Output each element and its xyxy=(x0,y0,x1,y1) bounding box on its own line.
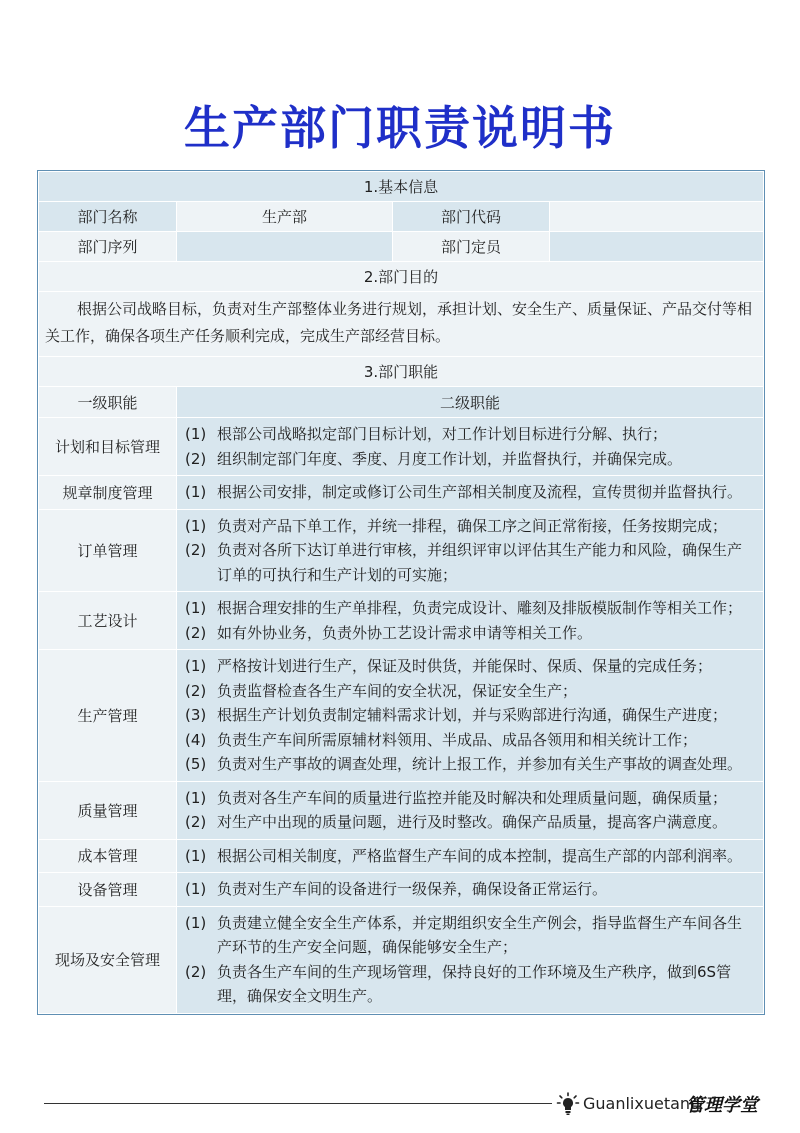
function-level2-cell xyxy=(177,418,764,476)
function-item-text: 如有外协业务，负责外协工艺设计需求申请等相关工作。 xyxy=(217,623,593,642)
dept-code-value xyxy=(550,202,764,232)
function-item-number: (2) xyxy=(185,623,207,642)
function-item-number: (1) xyxy=(185,483,207,501)
function-level2-cell xyxy=(177,509,764,592)
function-row xyxy=(39,418,764,476)
document-title: 生产部门职责说明书 xyxy=(184,101,616,155)
function-level1-name: 工艺设计 xyxy=(39,592,177,650)
function-item-number: (1) xyxy=(185,425,207,443)
function-item-text: 负责建立健全安全生产体系，并定期组织安全生产例会，指导监督生产车间各生产环节的生产安全问题，确保能够安全生产； xyxy=(217,913,743,956)
function-level2-cell xyxy=(177,650,764,782)
function-level2-cell xyxy=(177,781,764,839)
function-level1-name: 现场及安全管理 xyxy=(39,906,177,1013)
function-item-number: (2) xyxy=(185,681,207,700)
function-level2-cell xyxy=(177,476,764,510)
basic-info-row-1 xyxy=(39,202,764,232)
function-item xyxy=(185,621,755,646)
function-row xyxy=(39,839,764,873)
function-level1-name: 成本管理 xyxy=(39,839,177,873)
function-item-text: 负责对各所下达订单进行审核，并组织评审以评估其生产能力和风险，确保生产订单的可执行和生产计划的可实施； xyxy=(217,541,743,584)
function-item xyxy=(185,786,755,811)
function-item xyxy=(185,877,755,902)
function-level1-name: 订单管理 xyxy=(39,509,177,592)
function-level2-cell xyxy=(177,592,764,650)
function-level1-name: 生产管理 xyxy=(39,650,177,782)
dept-staff-value xyxy=(550,232,764,262)
section-purpose-row xyxy=(39,262,764,292)
function-item xyxy=(185,960,755,1009)
function-row xyxy=(39,476,764,510)
function-item xyxy=(185,447,755,472)
function-item xyxy=(185,480,755,505)
function-item xyxy=(185,596,755,621)
function-item xyxy=(185,810,755,835)
purpose-row xyxy=(39,292,764,357)
function-item xyxy=(185,703,755,728)
function-item-number: (1) xyxy=(185,913,207,932)
function-item-number: (1) xyxy=(185,516,207,535)
function-item xyxy=(185,422,755,447)
function-item xyxy=(185,844,755,869)
section-basic-info-heading: 1.基本信息 xyxy=(39,172,764,202)
function-item-number: (2) xyxy=(185,449,207,468)
dept-name-value: 生产部 xyxy=(177,202,393,232)
function-item-number: (1) xyxy=(185,788,207,807)
function-item-number: (1) xyxy=(185,657,207,675)
function-item-text: 负责对产品下单工作，并统一排程，确保工序之间正常衔接，任务按期完成； xyxy=(217,516,728,535)
function-item-text: 根据合理安排的生产单排程，负责完成设计、雕刻及排版模版制作等相关工作； xyxy=(217,599,743,617)
function-item-number: (1) xyxy=(185,880,207,898)
function-item xyxy=(185,679,755,704)
function-row xyxy=(39,650,764,782)
function-row xyxy=(39,781,764,839)
function-item xyxy=(185,654,755,679)
section-functions-row xyxy=(39,357,764,387)
function-item-text: 严格按计划进行生产，保证及时供货，并能保时、保质、保量的完成任务； xyxy=(217,657,713,675)
purpose-cell xyxy=(39,292,764,357)
function-item-text: 负责对生产车间的设备进行一级保养，确保设备正常运行。 xyxy=(217,880,608,898)
function-item xyxy=(185,538,755,587)
footer-brand-chinese: 管理学堂 xyxy=(686,1095,758,1116)
function-level1-name: 计划和目标管理 xyxy=(39,418,177,476)
function-item-number: (2) xyxy=(185,813,207,831)
function-item-number: (4) xyxy=(185,730,207,749)
dept-seq-value xyxy=(177,232,393,262)
dept-seq-label: 部门序列 xyxy=(39,232,177,262)
footer-divider xyxy=(44,1103,552,1104)
function-item-text: 组织制定部门年度、季度、月度工作计划，并监督执行，并确保完成。 xyxy=(217,449,683,468)
dept-name-label: 部门名称 xyxy=(39,202,177,232)
function-item xyxy=(185,514,755,539)
dept-staff-label: 部门定员 xyxy=(393,232,550,262)
function-item-text: 根部公司战略拟定部门目标计划，对工作计划目标进行分解、执行； xyxy=(217,425,668,443)
function-row xyxy=(39,592,764,650)
section-basic-info-row xyxy=(39,172,764,202)
function-row xyxy=(39,873,764,907)
function-row xyxy=(39,906,764,1013)
function-item-text: 对生产中出现的质量问题，进行及时整改。确保产品质量，提高客户满意度。 xyxy=(217,813,728,831)
function-item-text: 根据公司安排，制定或修订公司生产部相关制度及流程，宣传贯彻并监督执行。 xyxy=(217,483,743,501)
function-item-text: 负责生产车间所需原辅材料领用、半成品、成品各领用和相关统计工作； xyxy=(217,730,698,749)
functions-header-row xyxy=(39,387,764,418)
function-item-text: 根据公司相关制度，严格监督生产车间的成本控制，提高生产部的内部利润率。 xyxy=(217,846,743,865)
function-item xyxy=(185,911,755,960)
function-item-number: (3) xyxy=(185,706,207,724)
function-level2-cell xyxy=(177,873,764,907)
dept-code-label: 部门代码 xyxy=(393,202,550,232)
lightbulb-icon xyxy=(556,1092,580,1116)
function-item-number: (1) xyxy=(185,846,207,865)
section-purpose-heading: 2.部门目的 xyxy=(39,262,764,292)
function-item-text: 负责对生产事故的调查处理，统计上报工作，并参加有关生产事故的调查处理。 xyxy=(217,755,743,773)
function-item xyxy=(185,728,755,753)
function-item-number: (5) xyxy=(185,755,207,773)
function-item-number: (2) xyxy=(185,541,207,559)
section-functions-heading: 3.部门职能 xyxy=(39,357,764,387)
function-row xyxy=(39,509,764,592)
function-item-text: 负责对各生产车间的质量进行监控并能及时解决和处理质量问题，确保质量； xyxy=(217,788,728,807)
function-level1-name: 设备管理 xyxy=(39,873,177,907)
function-item-text: 负责各生产车间的生产现场管理，保持良好的工作环境及生产秩序，做到6S管理，确保安全文明生产。 xyxy=(217,962,732,1005)
level2-header: 二级职能 xyxy=(177,387,764,418)
function-item-text: 根据生产计划负责制定辅料需求计划，并与采购部进行沟通，确保生产进度； xyxy=(217,706,728,724)
function-level2-cell xyxy=(177,839,764,873)
function-item-number: (2) xyxy=(185,962,207,981)
footer-brand-english: Guanlixuetang xyxy=(583,1094,701,1113)
function-item-number: (1) xyxy=(185,599,207,617)
function-level1-name: 质量管理 xyxy=(39,781,177,839)
level1-header: 一级职能 xyxy=(39,387,177,418)
function-level2-cell xyxy=(177,906,764,1013)
function-item-text: 负责监督检查各生产车间的安全状况，保证安全生产； xyxy=(217,681,578,700)
function-level1-name: 规章制度管理 xyxy=(39,476,177,510)
function-item xyxy=(185,752,755,777)
basic-info-row-2 xyxy=(39,232,764,262)
responsibility-table xyxy=(38,171,764,1014)
purpose-text: 根据公司战略目标，负责对生产部整体业务进行规划，承担计划、安全生产、质量保证、产品交付等相关工作，确保各项生产任务顺利完成，完成生产部经营目标。 xyxy=(45,300,753,345)
